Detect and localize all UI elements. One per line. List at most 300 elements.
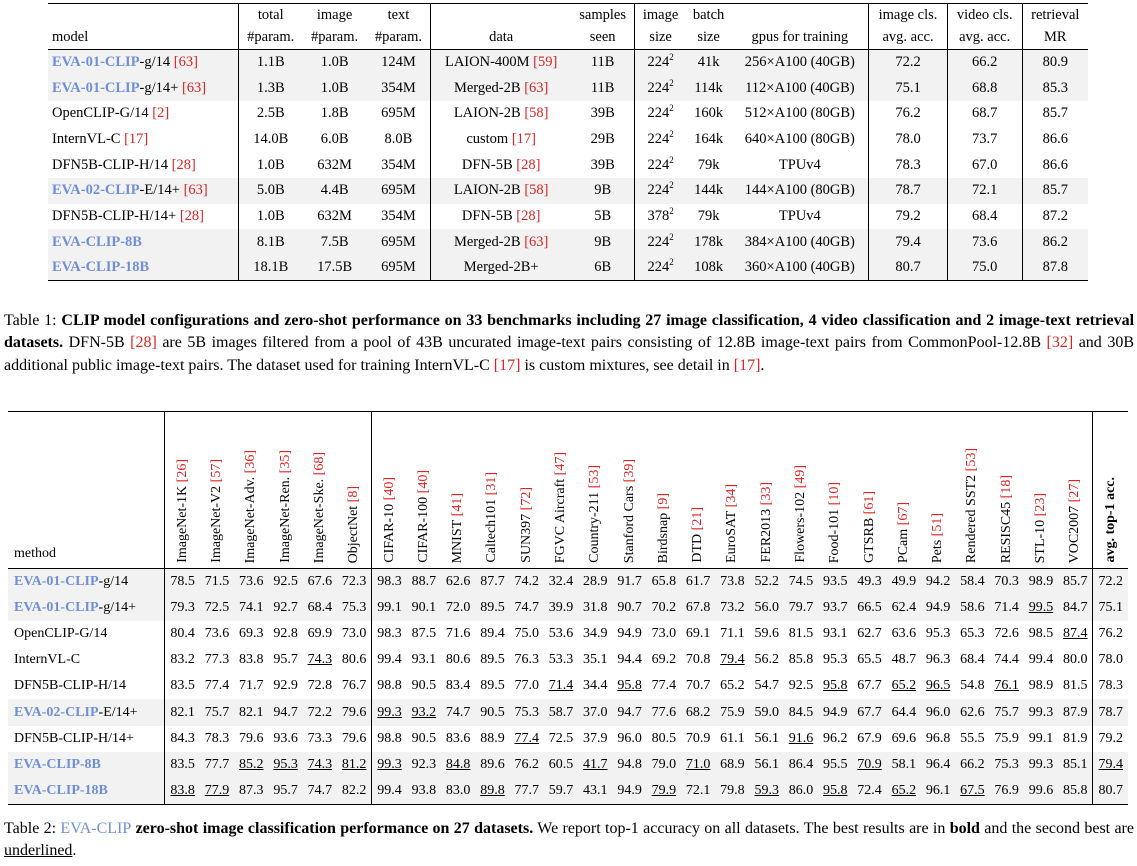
dataset-header: [681, 412, 715, 569]
dataset-cite[interactable]: [39]: [621, 458, 637, 483]
data-cell: [431, 127, 571, 153]
data-cite[interactable]: [63]: [524, 233, 549, 250]
model-eva-link[interactable]: EVA-01-CLIP: [52, 54, 140, 71]
dataset-cite[interactable]: [49]: [792, 465, 808, 489]
video-cls-acc-cell: 68.4: [947, 204, 1022, 230]
model-cite[interactable]: [28]: [171, 156, 196, 173]
caption2-text-a: We report top-1 accuracy on all datasets. The best results are in: [533, 820, 950, 837]
model-name-suffix: DFN5B-CLIP-H/14+: [52, 207, 177, 224]
image-size-value: 224: [647, 105, 670, 122]
data-cite[interactable]: [28]: [516, 207, 541, 224]
dataset-name: GTSRB: [861, 517, 877, 563]
method-eva-link[interactable]: EVA-01-CLIP: [14, 573, 99, 589]
samples-seen-cell: 29B: [590, 130, 615, 147]
dataset-name: Food-101: [827, 508, 843, 563]
image-param-cell: 17.5B: [303, 255, 367, 281]
accuracy-cell: 54.8: [960, 678, 985, 694]
total-param-cell: 1.0B: [238, 152, 302, 178]
data-cell: [431, 152, 571, 178]
accuracy-cell: 87.5: [411, 625, 437, 641]
accuracy-cell: 99.1: [1028, 730, 1054, 746]
table2-row: [8, 621, 1128, 647]
dataset-header: [372, 412, 407, 569]
accuracy-cell: 92.7: [268, 595, 302, 621]
accuracy-cell: 65.5: [857, 652, 882, 668]
accuracy-cell: 81.2: [337, 752, 372, 778]
dataset-name: RESISC45: [998, 501, 1014, 563]
accuracy-cell: 95.3: [925, 625, 951, 641]
model-name-suffix: -E/14+: [139, 182, 180, 199]
caption2-eva-link[interactable]: EVA-CLIP: [60, 820, 132, 837]
dataset-header: [407, 412, 441, 569]
video-cls-acc-cell: 67.0: [947, 152, 1022, 178]
accuracy-cell: 75.9: [994, 730, 1019, 746]
table2-method-cell: [8, 569, 165, 595]
accuracy-cell: 98.9: [1024, 569, 1058, 595]
dataset-cite[interactable]: [36]: [243, 449, 259, 473]
batch-size-cell: 114k: [686, 75, 732, 101]
accuracy-cell: 54.7: [754, 678, 779, 694]
table1-row: [48, 50, 1088, 76]
dataset-header-label: [278, 448, 294, 563]
accuracy-cell: 96.0: [617, 730, 642, 746]
accuracy-cell: 90.5: [411, 730, 437, 746]
dataset-header: [750, 412, 784, 569]
total-param-cell: 14.0B: [238, 127, 302, 153]
image-cls-acc-cell: 78.7: [869, 178, 948, 204]
accuracy-cell: 94.2: [921, 569, 955, 595]
dataset-cite[interactable]: [21]: [690, 507, 706, 531]
method-eva-link[interactable]: EVA-CLIP-8B: [14, 756, 101, 772]
accuracy-cell: 94.9: [818, 699, 852, 725]
accuracy-cell: 35.1: [583, 652, 608, 668]
accuracy-cell: 62.6: [441, 569, 475, 595]
accuracy-cell: 99.3: [372, 752, 407, 778]
dataset-cite[interactable]: [40]: [381, 477, 397, 501]
dataset-cite[interactable]: [18]: [998, 474, 1014, 499]
accuracy-cell: 66.2: [955, 752, 989, 778]
accuracy-cell: 52.2: [750, 569, 784, 595]
accuracy-cell: 83.4: [445, 678, 471, 694]
dataset-cite[interactable]: [8]: [346, 485, 362, 502]
dataset-cite[interactable]: [68]: [311, 451, 327, 476]
accuracy-cell: 79.6: [337, 699, 372, 725]
accuracy-cell: 73.0: [651, 625, 677, 641]
dataset-header-label: [519, 485, 535, 563]
accuracy-cell: 67.6: [303, 569, 337, 595]
table1-model-cell: [48, 152, 238, 178]
accuracy-cell: 93.7: [818, 595, 852, 621]
accuracy-cell: 91.6: [788, 730, 814, 746]
table2-method-cell: [8, 752, 165, 778]
dataset-header: [612, 412, 646, 569]
dataset-name: ObjectNet: [346, 505, 362, 563]
video-cls-acc-cell: 75.0: [947, 255, 1022, 281]
accuracy-cell: 81.5: [788, 625, 814, 641]
dataset-header-label: [862, 489, 878, 563]
dataset-header: [268, 412, 302, 569]
accuracy-cell: 83.8: [165, 778, 200, 804]
accuracy-cell: 68.4: [960, 652, 985, 668]
dataset-name: Caltech101: [484, 499, 500, 563]
model-cite[interactable]: [63]: [173, 54, 198, 71]
image-size-cell: $224^2$: [635, 127, 686, 153]
accuracy-cell: 72.2: [303, 699, 337, 725]
accuracy-cell: 98.3: [372, 621, 407, 647]
model-eva-link[interactable]: EVA-CLIP-8B: [52, 233, 142, 250]
image-param-cell: 1.8B: [320, 105, 349, 122]
accuracy-cell: 70.3: [990, 569, 1024, 595]
table1-header2-cell: avg. acc.: [947, 27, 1022, 50]
dataset-header: [887, 412, 921, 569]
dataset-header-label: [930, 511, 946, 563]
accuracy-cell: 82.1: [165, 699, 200, 725]
accuracy-cell: 75.7: [200, 699, 234, 725]
table1-header2-cell: MR: [1022, 27, 1088, 50]
dataset-header: [510, 412, 544, 569]
data-cite[interactable]: [63]: [524, 79, 549, 96]
accuracy-cell: 58.1: [887, 752, 921, 778]
accuracy-cell: 63.6: [891, 625, 917, 641]
samples-seen-cell: 5B: [594, 207, 612, 224]
retrieval-mr-cell: 86.2: [1022, 229, 1088, 255]
total-param-cell: 18.1B: [238, 255, 302, 281]
samples-seen-cell: 11B: [571, 75, 635, 101]
accuracy-cell: 32.4: [544, 569, 578, 595]
table1-header1-cell: batch: [686, 4, 732, 27]
dataset-header-label: [827, 480, 843, 563]
method-eva-link[interactable]: EVA-01-CLIP: [14, 599, 99, 615]
model-cite[interactable]: [28]: [179, 207, 204, 224]
table1-header2-cell: avg. acc.: [869, 27, 948, 50]
accuracy-cell: 75.0: [514, 625, 539, 641]
accuracy-cell: 92.5: [788, 678, 814, 694]
accuracy-cell: 68.4: [303, 595, 337, 621]
accuracy-cell: 99.4: [1028, 652, 1054, 668]
dataset-cite[interactable]: [61]: [861, 491, 877, 515]
table1-header1-cell: [431, 4, 571, 27]
accuracy-cell: 62.7: [857, 625, 882, 641]
accuracy-cell: 78.0: [1093, 647, 1128, 673]
dataset-cite[interactable]: [53]: [964, 447, 980, 472]
method-name-suffix: -g/14: [98, 573, 129, 589]
accuracy-cell: 93.8: [407, 778, 441, 804]
dataset-cite[interactable]: [72]: [518, 487, 534, 511]
table2: [8, 411, 1128, 805]
model-name-suffix: DFN5B-CLIP-H/14: [52, 156, 169, 173]
dataset-header-label: [724, 482, 740, 563]
accuracy-cell: 79.8: [715, 778, 749, 804]
gpus-cell: 640×A100 (80GB): [744, 130, 855, 147]
table1-header-row2: [48, 27, 1088, 50]
caption2-text-c: .: [72, 842, 77, 860]
method-eva-link[interactable]: EVA-02-CLIP: [14, 704, 99, 720]
accuracy-cell: 81.9: [1063, 730, 1088, 746]
dataset-header: [1024, 412, 1058, 569]
dataset-cite[interactable]: [41]: [450, 492, 466, 516]
table2-method-cell: [8, 595, 165, 621]
dataset-header: [647, 412, 681, 569]
dataset-header-label: [622, 457, 638, 563]
caption1-text-a: DFN-5B: [63, 334, 131, 352]
table2-method-cell: [8, 699, 165, 725]
dataset-header-label: [999, 473, 1015, 563]
image-size-value: 224: [647, 130, 670, 147]
accuracy-cell: 73.3: [307, 730, 333, 746]
accuracy-cell: 58.4: [955, 569, 989, 595]
accuracy-cell: 77.4: [651, 678, 677, 694]
accuracy-cell: 74.7: [510, 595, 544, 621]
accuracy-cell: 83.6: [445, 730, 471, 746]
image-cls-acc-cell: 79.4: [869, 229, 948, 255]
image-param-cell: 4.4B: [303, 178, 367, 204]
samples-seen-cell: 9B: [571, 229, 635, 255]
data-cite[interactable]: [28]: [516, 156, 541, 173]
data-name-text: LAION-400M: [444, 54, 530, 71]
accuracy-cell: 80.0: [1063, 652, 1088, 668]
accuracy-cell: 82.2: [337, 778, 372, 804]
data-cell: [431, 178, 571, 204]
data-name-text: Merged-2B: [453, 79, 521, 96]
accuracy-cell: 34.4: [583, 678, 608, 694]
accuracy-cell: 95.8: [823, 678, 848, 694]
dataset-name: VOC2007: [1067, 505, 1083, 563]
accuracy-cell: 67.7: [852, 699, 886, 725]
table1-header1-cell: image: [303, 4, 367, 27]
model-name-suffix: OpenCLIP-G/14: [52, 105, 149, 122]
caption1-text-b: are 5B images filtered from a pool of 43B uncurated image-text pairs consisting of 12.8B image-text pairs from CommonPool-12.8B: [156, 334, 1047, 352]
accuracy-cell: 95.3: [823, 652, 848, 668]
table1-header1-cell: video cls.: [947, 4, 1022, 27]
accuracy-cell: 89.5: [480, 652, 505, 668]
accuracy-cell: 83.0: [441, 778, 475, 804]
image-param-cell: 632M: [317, 207, 352, 224]
accuracy-cell: 73.8: [715, 569, 749, 595]
gpus-cell: 512×A100 (80GB): [744, 105, 855, 122]
batch-size-cell: 108k: [686, 255, 732, 281]
dataset-header-label: [587, 463, 603, 563]
accuracy-cell: 98.5: [1028, 625, 1054, 641]
dataset-name: Birdsnap: [655, 512, 671, 563]
image-size-value: 224: [647, 79, 670, 96]
dataset-name: MNIST: [450, 519, 466, 563]
accuracy-cell: 93.1: [411, 652, 437, 668]
image-size-cell: $224^2$: [635, 255, 686, 281]
accuracy-cell: 87.3: [234, 778, 268, 804]
data-name-text: LAION-2B: [453, 182, 521, 199]
table1-header2-cell: data: [431, 27, 571, 50]
data-cite[interactable]: [17]: [511, 130, 536, 147]
dataset-header-label: [484, 470, 500, 563]
accuracy-cell: 59.7: [544, 778, 578, 804]
dataset-cite[interactable]: [33]: [758, 482, 774, 506]
accuracy-cell: 71.5: [200, 569, 234, 595]
data-cite[interactable]: [58]: [524, 105, 549, 122]
accuracy-cell: 72.1: [681, 778, 715, 804]
table1-header2-cell: seen: [571, 27, 635, 50]
caption1-cite-a[interactable]: [28]: [130, 334, 157, 352]
text-param-cell: 124M: [367, 50, 431, 76]
image-size-cell: $378^2$: [635, 204, 686, 230]
dataset-cite[interactable]: [27]: [1067, 478, 1083, 502]
accuracy-cell: 90.7: [612, 595, 646, 621]
accuracy-cell: 95.5: [818, 752, 852, 778]
image-param-cell: 1.0B: [303, 75, 367, 101]
dataset-cite[interactable]: [34]: [724, 484, 740, 508]
accuracy-cell: 79.9: [647, 778, 681, 804]
accuracy-cell: 94.7: [268, 699, 302, 725]
accuracy-cell: 71.0: [681, 752, 715, 778]
dataset-cite[interactable]: [35]: [277, 450, 293, 474]
data-name-text: DFN-5B: [461, 207, 513, 224]
data-name-text: custom: [466, 130, 509, 147]
dataset-cite[interactable]: [9]: [655, 492, 671, 509]
dataset-cite[interactable]: [31]: [484, 472, 500, 496]
accuracy-cell: 80.6: [341, 652, 367, 668]
batch-size-cell: 164k: [694, 130, 724, 147]
accuracy-cell: 67.8: [681, 595, 715, 621]
dataset-header: [990, 412, 1024, 569]
method-eva-link[interactable]: EVA-CLIP-18B: [14, 782, 108, 798]
accuracy-cell: 94.8: [612, 752, 646, 778]
gpus-cell: 360×A100 (40GB): [731, 255, 868, 281]
accuracy-cell: 69.3: [239, 625, 264, 641]
caption1-cite-c[interactable]: [17]: [493, 356, 521, 374]
dataset-cite[interactable]: [53]: [587, 465, 603, 489]
dataset-cite[interactable]: [51]: [930, 512, 946, 537]
model-name-suffix: InternVL-C: [52, 130, 121, 147]
dataset-header-label: [175, 457, 191, 563]
model-name-suffix: -g/14+: [139, 79, 179, 96]
caption1-text-c: and 30B additional public image-text pairs. The dataset used for training InternVL-C: [4, 334, 1134, 374]
accuracy-cell: 72.5: [200, 595, 234, 621]
accuracy-cell: 96.0: [921, 699, 955, 725]
method-name-suffix: -E/14+: [98, 704, 138, 720]
data-name-text: Merged-2B+: [463, 259, 539, 276]
model-eva-link[interactable]: EVA-CLIP-18B: [52, 259, 150, 276]
accuracy-cell: 80.7: [1093, 778, 1128, 804]
avg-acc-header-label: avg. top-1 acc.: [1102, 477, 1118, 563]
accuracy-cell: 93.2: [407, 699, 441, 725]
caption1-cite-b[interactable]: [32]: [1046, 334, 1074, 352]
model-cite[interactable]: [2]: [152, 105, 170, 122]
accuracy-cell: 98.9: [1028, 678, 1054, 694]
caption1-bold: CLIP model configurations and zero-shot performance on 33 benchmarks including 27 image classification, 4 video classification and 2 image-text retrieval datasets.: [4, 312, 1135, 352]
dataset-cite[interactable]: [40]: [415, 470, 431, 494]
accuracy-cell: 90.5: [475, 699, 509, 725]
accuracy-cell: 70.9: [852, 752, 886, 778]
accuracy-cell: 72.0: [441, 595, 475, 621]
table2-body: [8, 569, 1128, 805]
dataset-header: [165, 412, 200, 569]
accuracy-cell: 89.6: [475, 752, 509, 778]
image-size-value: 378: [647, 207, 670, 224]
accuracy-cell: 89.4: [480, 625, 505, 641]
dataset-header-label: [896, 500, 912, 563]
image-size-value: 224: [647, 259, 670, 276]
dataset-name: CIFAR-10: [381, 504, 397, 563]
dataset-header: [1058, 412, 1093, 569]
accuracy-cell: 67.7: [857, 678, 882, 694]
table1-caption: [4, 310, 1134, 377]
table1-header2-cell: gpus for training: [731, 27, 868, 50]
accuracy-cell: 89.5: [475, 595, 509, 621]
caption2-underlined-word: underlined: [4, 842, 73, 860]
accuracy-cell: 85.2: [234, 752, 268, 778]
dataset-header-label: [964, 446, 980, 563]
dataset-header: [784, 412, 818, 569]
image-cls-acc-cell: 79.2: [869, 204, 948, 230]
table2-method-cell: [8, 621, 165, 647]
accuracy-cell: 98.8: [372, 726, 407, 752]
image-size-value: 224: [647, 54, 670, 71]
accuracy-cell: 77.3: [204, 652, 230, 668]
accuracy-cell: 67.5: [955, 778, 989, 804]
dataset-name: ImageNet-V2: [209, 486, 224, 563]
accuracy-cell: 70.9: [685, 730, 711, 746]
accuracy-cell: 75.9: [715, 699, 749, 725]
dataset-cite[interactable]: [26]: [174, 459, 190, 483]
accuracy-cell: 99.3: [1024, 752, 1058, 778]
samples-seen-cell: 39B: [590, 105, 615, 122]
dataset-cite[interactable]: [10]: [827, 481, 843, 506]
accuracy-cell: 96.2: [823, 730, 848, 746]
model-eva-link[interactable]: EVA-02-CLIP: [52, 182, 140, 199]
retrieval-mr-cell: 85.3: [1022, 75, 1088, 101]
dataset-name: ImageNet-Ren.: [277, 477, 293, 563]
accuracy-cell: 92.3: [407, 752, 441, 778]
retrieval-mr-cell: 87.8: [1022, 255, 1088, 281]
accuracy-cell: 79.0: [647, 752, 681, 778]
dataset-cite[interactable]: [67]: [895, 501, 911, 526]
accuracy-cell: 87.7: [475, 569, 509, 595]
data-cite[interactable]: [58]: [524, 182, 549, 199]
model-cite[interactable]: [63]: [183, 182, 208, 199]
accuracy-cell: 34.9: [583, 625, 608, 641]
model-cite[interactable]: [17]: [124, 130, 149, 147]
accuracy-cell: 59.0: [750, 699, 784, 725]
model-cite[interactable]: [63]: [181, 79, 207, 96]
caption1-cite-d[interactable]: [17]: [733, 356, 761, 374]
dataset-name: PCam: [895, 528, 911, 563]
table1-model-cell: [48, 50, 238, 76]
accuracy-cell: 64.4: [887, 699, 921, 725]
data-cite[interactable]: [59]: [533, 54, 558, 71]
video-cls-acc-cell: 66.2: [947, 50, 1022, 76]
caption2-bold: zero-shot image classification performance on 27 datasets.: [131, 820, 534, 837]
accuracy-cell: 65.2: [891, 678, 917, 694]
image-param-cell: 7.5B: [303, 229, 367, 255]
accuracy-cell: 90.1: [407, 595, 441, 621]
dataset-cite[interactable]: [23]: [1032, 492, 1048, 516]
dataset-cite[interactable]: [47]: [553, 451, 568, 476]
dataset-name: Stanford Cars: [621, 485, 637, 563]
table2-row: [8, 569, 1128, 595]
accuracy-cell: 99.3: [372, 699, 407, 725]
accuracy-cell: 84.3: [165, 726, 200, 752]
dataset-cite[interactable]: [57]: [209, 459, 224, 483]
retrieval-mr-cell: 80.9: [1022, 50, 1088, 76]
model-eva-link[interactable]: EVA-01-CLIP: [52, 79, 140, 96]
accuracy-cell: 82.1: [234, 699, 268, 725]
samples-seen-cell: 39B: [590, 156, 615, 173]
accuracy-cell: 53.3: [548, 652, 574, 668]
image-size-value: 224: [647, 233, 670, 250]
dataset-name: Pets: [930, 539, 946, 563]
table2-header-row: [8, 412, 1128, 569]
accuracy-cell: 65.2: [887, 778, 921, 804]
retrieval-mr-cell: 85.7: [1022, 101, 1088, 127]
